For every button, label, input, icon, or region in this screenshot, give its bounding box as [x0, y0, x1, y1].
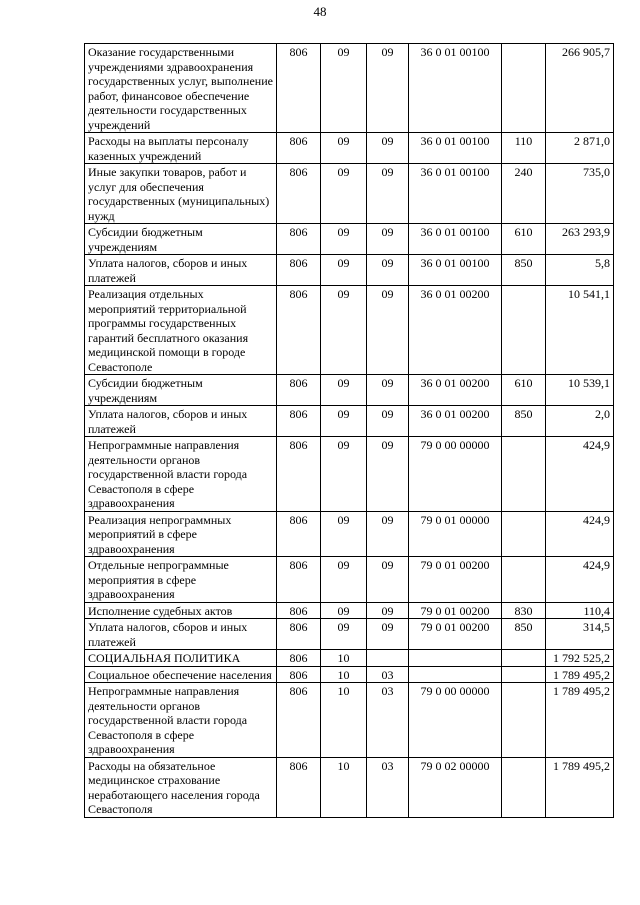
row-name: Иные закупки товаров, работ и услуг для обеспечения государственных (муниципальных) нужд	[85, 164, 277, 224]
row-target	[409, 666, 502, 683]
row-code: 806	[277, 757, 321, 817]
row-section: 09	[321, 602, 367, 619]
row-name: Непрограммные направления деятельности органов государственной власти города Севастополя в сфере здравоохранения	[85, 683, 277, 758]
row-subsection: 09	[367, 557, 409, 603]
row-subsection: 09	[367, 406, 409, 437]
table-row	[85, 511, 614, 557]
table-row	[85, 406, 614, 437]
row-name: Расходы на выплаты персоналу казенных учреждений	[85, 133, 277, 164]
row-section: 09	[321, 406, 367, 437]
row-name: Исполнение судебных актов	[85, 602, 277, 619]
page-number: 48	[313, 4, 327, 19]
row-subsection: 03	[367, 666, 409, 683]
row-subsection: 09	[367, 375, 409, 406]
row-name: Социальное обеспечение населения	[85, 666, 277, 683]
row-target: 79 0 01 00200	[409, 619, 502, 650]
row-code: 806	[277, 619, 321, 650]
row-sum: 1 789 495,2	[546, 757, 614, 817]
row-sum: 10 539,1	[546, 375, 614, 406]
row-subsection: 09	[367, 255, 409, 286]
row-target: 36 0 01 00100	[409, 224, 502, 255]
row-type	[502, 666, 546, 683]
table-row	[85, 437, 614, 512]
row-target: 79 0 01 00200	[409, 557, 502, 603]
row-name: Оказание государственными учреждениями здравоохранения государственных услуг, выполнение работ, финансовое обеспечение деятельности государственных учреждений	[85, 44, 277, 133]
row-subsection: 09	[367, 164, 409, 224]
row-name: Уплата налогов, сборов и иных платежей	[85, 255, 277, 286]
row-section: 09	[321, 437, 367, 512]
row-section: 10	[321, 666, 367, 683]
row-name: Субсидии бюджетным учреждениям	[85, 375, 277, 406]
row-sum: 314,5	[546, 619, 614, 650]
row-section: 10	[321, 757, 367, 817]
row-subsection: 09	[367, 511, 409, 557]
budget-table	[84, 43, 614, 818]
row-sum: 424,9	[546, 557, 614, 603]
row-subsection: 03	[367, 683, 409, 758]
row-target	[409, 650, 502, 667]
row-target: 36 0 01 00100	[409, 255, 502, 286]
row-target: 36 0 01 00200	[409, 406, 502, 437]
row-sum: 1 789 495,2	[546, 683, 614, 758]
row-target: 36 0 01 00100	[409, 44, 502, 133]
row-section: 09	[321, 375, 367, 406]
row-subsection	[367, 650, 409, 667]
row-subsection: 09	[367, 286, 409, 375]
table-row	[85, 133, 614, 164]
row-name: Расходы на обязательное медицинское страхование неработающего населения города Севастополя	[85, 757, 277, 817]
row-subsection: 09	[367, 44, 409, 133]
row-sum: 2 871,0	[546, 133, 614, 164]
table-row	[85, 602, 614, 619]
row-code: 806	[277, 650, 321, 667]
row-code: 806	[277, 164, 321, 224]
table-row	[85, 557, 614, 603]
row-code: 806	[277, 666, 321, 683]
row-code: 806	[277, 44, 321, 133]
row-type: 240	[502, 164, 546, 224]
row-target: 79 0 00 00000	[409, 437, 502, 512]
row-name: Субсидии бюджетным учреждениям	[85, 224, 277, 255]
row-section: 09	[321, 224, 367, 255]
row-type	[502, 511, 546, 557]
row-type: 830	[502, 602, 546, 619]
row-name: Уплата налогов, сборов и иных платежей	[85, 619, 277, 650]
row-subsection: 09	[367, 602, 409, 619]
row-section: 09	[321, 286, 367, 375]
row-name: Реализация отдельных мероприятий территориальной программы государственных гарантий бесплатного оказания медицинской помощи в городе Севастополе	[85, 286, 277, 375]
row-type	[502, 286, 546, 375]
row-target: 36 0 01 00200	[409, 375, 502, 406]
row-sum: 110,4	[546, 602, 614, 619]
row-subsection: 09	[367, 224, 409, 255]
row-type: 610	[502, 224, 546, 255]
table-row	[85, 683, 614, 758]
row-type: 850	[502, 255, 546, 286]
row-name: Уплата налогов, сборов и иных платежей	[85, 406, 277, 437]
row-sum: 263 293,9	[546, 224, 614, 255]
row-target: 79 0 01 00000	[409, 511, 502, 557]
row-target: 79 0 01 00200	[409, 602, 502, 619]
row-section: 09	[321, 164, 367, 224]
table-row	[85, 286, 614, 375]
row-code: 806	[277, 255, 321, 286]
row-subsection: 09	[367, 133, 409, 164]
row-target: 36 0 01 00100	[409, 164, 502, 224]
row-type	[502, 44, 546, 133]
row-subsection: 03	[367, 757, 409, 817]
row-target: 36 0 01 00100	[409, 133, 502, 164]
row-code: 806	[277, 683, 321, 758]
row-name: Непрограммные направления деятельности органов государственной власти города Севастополя в сфере здравоохранения	[85, 437, 277, 512]
row-sum: 1 792 525,2	[546, 650, 614, 667]
row-name: СОЦИАЛЬНАЯ ПОЛИТИКА	[85, 650, 277, 667]
row-sum: 1 789 495,2	[546, 666, 614, 683]
table-row	[85, 375, 614, 406]
row-code: 806	[277, 224, 321, 255]
table-row	[85, 650, 614, 667]
table-row	[85, 619, 614, 650]
row-type	[502, 757, 546, 817]
row-code: 806	[277, 557, 321, 603]
row-subsection: 09	[367, 437, 409, 512]
row-section: 10	[321, 650, 367, 667]
row-sum: 266 905,7	[546, 44, 614, 133]
row-target: 79 0 00 00000	[409, 683, 502, 758]
row-sum: 735,0	[546, 164, 614, 224]
row-sum: 10 541,1	[546, 286, 614, 375]
row-section: 09	[321, 557, 367, 603]
table-row	[85, 757, 614, 817]
row-type: 110	[502, 133, 546, 164]
row-type: 610	[502, 375, 546, 406]
row-sum: 5,8	[546, 255, 614, 286]
row-code: 806	[277, 406, 321, 437]
row-sum: 2,0	[546, 406, 614, 437]
row-type	[502, 683, 546, 758]
row-code: 806	[277, 437, 321, 512]
row-name: Реализация непрограммных мероприятий в сфере здравоохранения	[85, 511, 277, 557]
row-subsection: 09	[367, 619, 409, 650]
row-name: Отдельные непрограммные мероприятия в сфере здравоохранения	[85, 557, 277, 603]
row-type	[502, 650, 546, 667]
row-code: 806	[277, 511, 321, 557]
row-section: 09	[321, 619, 367, 650]
table-row	[85, 164, 614, 224]
row-target: 79 0 02 00000	[409, 757, 502, 817]
row-code: 806	[277, 375, 321, 406]
row-target: 36 0 01 00200	[409, 286, 502, 375]
row-code: 806	[277, 133, 321, 164]
row-sum: 424,9	[546, 511, 614, 557]
row-type	[502, 437, 546, 512]
row-type: 850	[502, 619, 546, 650]
row-section: 09	[321, 511, 367, 557]
row-code: 806	[277, 286, 321, 375]
row-type	[502, 557, 546, 603]
row-section: 09	[321, 44, 367, 133]
table-row	[85, 666, 614, 683]
table-row	[85, 255, 614, 286]
row-section: 10	[321, 683, 367, 758]
table-row	[85, 44, 614, 133]
row-sum: 424,9	[546, 437, 614, 512]
row-type: 850	[502, 406, 546, 437]
row-code: 806	[277, 602, 321, 619]
table-row	[85, 224, 614, 255]
row-section: 09	[321, 133, 367, 164]
row-section: 09	[321, 255, 367, 286]
